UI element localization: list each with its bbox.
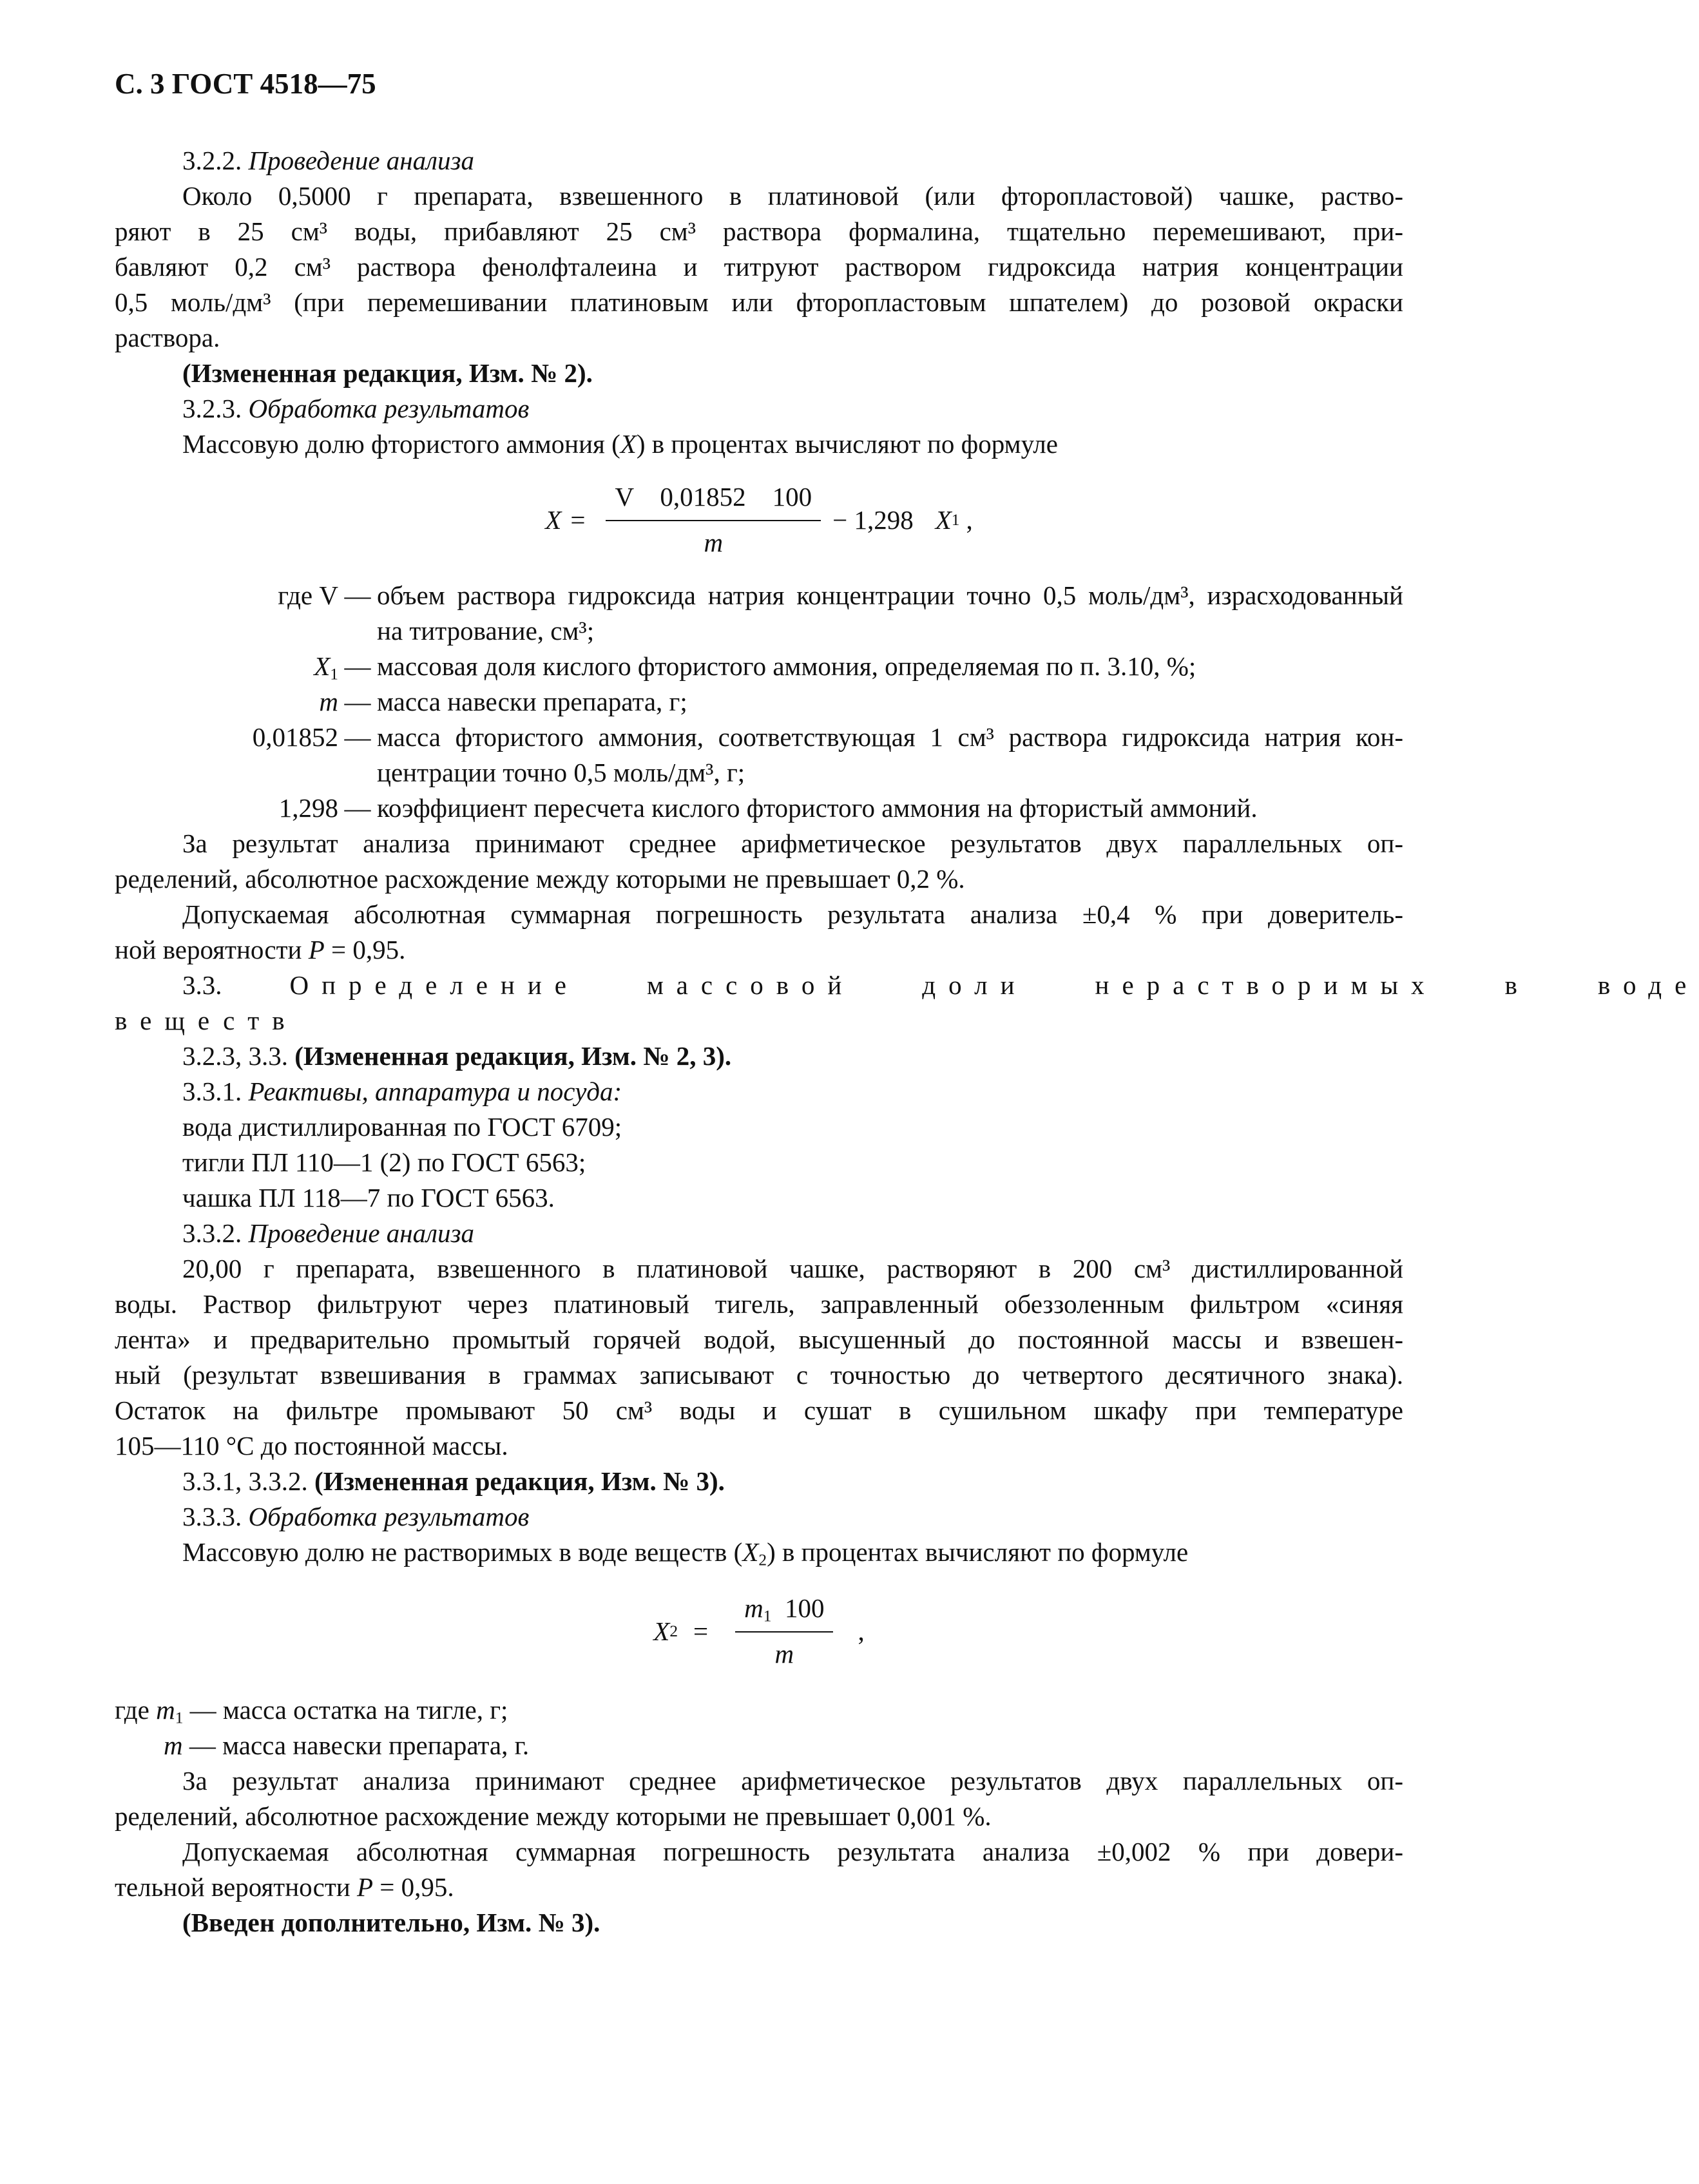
formula-fraction: $\frac{m_1 100}{m}$ [735,1591,833,1672]
paragraph-line: Допускаемая абсолютная суммарная погрешность результата анализа ±0,002 % при довери- [182,1837,1403,1866]
page-header: С. 3 ГОСТ 4518—75 [115,68,376,100]
paragraph-line: бавляют 0,2 см³ раствора фенолфталеина и титруют раствором гидроксида натрия концентрации [115,252,1403,282]
paragraph-line: За результат анализа принимают среднее арифметическое результатов двух параллельных оп- [182,829,1403,858]
section-3-3-2-heading: 3.3.2. Проведение анализа [182,1218,475,1248]
paragraph-line: 0,5 моль/дм³ (при перемешивании платиновым или фторопластовым шпателем) до розовой окраски [115,287,1403,317]
change-note: (Измененная редакция, Изм. № 2). [182,358,593,388]
change-note: 3.2.3, 3.3. (Измененная редакция, Изм. № 2, 3). [182,1041,732,1071]
paragraph-line: ределений, абсолютное расхождение между которыми не превышает 0,2 %. [115,864,965,894]
paragraph-line: Допускаемая абсолютная суммарная погрешность результата анализа ±0,4 % при доверитель- [182,899,1403,929]
paragraph-line: 105—110 °С до постоянной массы. [115,1431,508,1461]
formula-intro: Массовую долю фтористого аммония (X) в процентах вычисляют по формуле [182,429,1058,459]
formula-definitions [115,578,1403,826]
section-3-2-2-heading: 3.2.2. Проведение анализа [182,146,475,175]
change-note: (Введен дополнительно, Изм. № 3). [182,1908,600,1937]
list-item: тигли ПЛ 110—1 (2) по ГОСТ 6563; [182,1147,586,1177]
formula-intro: Массовую долю не растворимых в воде веществ $(X_2)$ в процентах вычисляют по формуле [182,1537,1189,1569]
paragraph-line: Остаток на фильтре промывают 50 см³ воды и сушат в сушильном шкафу при температуре [115,1395,1403,1425]
section-3-3-1-heading: 3.3.1. Реактивы, аппаратура и посуда: [182,1077,622,1106]
definition-item: m — масса навески препарата, г; [319,687,687,716]
paragraph-line: ряют в 25 см³ воды, прибавляют 25 см³ раствора формалина, тщательно перемешивают, при- [115,216,1403,246]
definition-item: 1,298 — коэффициент пересчета кислого фтористого аммония на фтористый аммоний. [278,793,1258,823]
change-note: 3.3.1, 3.3.2. (Измененная редакция, Изм. № 3). [182,1466,725,1496]
paragraph-line: лента» и предварительно промытый горячей водой, высушенный до постоянной массы и взвешен- [115,1325,1403,1354]
formula-x2: X 2 = $\frac{m_1 100}{m}$ , [115,1570,1403,1692]
section-3-3-heading-cont: веществ [115,1006,298,1035]
section-3-2-3-heading: 3.2.3. Обработка результатов [182,394,530,423]
definition-item: где V — объем раствора гидроксида натрия концентрации точно 0,5 моль/дм³, израсходованный на титрование, см³; [278,580,1403,646]
section-3-3-3-heading: 3.3.3. Обработка результатов [182,1502,530,1531]
list-item: чашка ПЛ 118—7 по ГОСТ 6563. [182,1183,555,1212]
definition-item: где $m_1$ — масса остатка на тигле, г; [115,1695,508,1727]
definition-item: m — масса навески препарата, г. [164,1730,530,1760]
formula-x: X = $\frac{V 0,01852 100}{m}$ − 1,298 X 1 , [115,462,1403,578]
paragraph-line: тельной вероятности P = 0,95. [115,1872,454,1902]
paragraph-line: ной вероятности P = 0,95. [115,935,406,964]
definition-item: 0,01852 — масса фтористого аммония, соответствующая 1 см³ раствора гидроксида натрия кон- центрации точно 0,5 моль/дм³, г; [252,722,1403,787]
document-body [115,143,1699,1940]
paragraph-line: За результат анализа принимают среднее арифметическое результатов двух параллельных оп- [182,1766,1403,1796]
paragraph-line: ный (результат взвешивания в граммах записывают с точностью до четвертого десятичного знака). [115,1360,1403,1390]
section-3-3-heading: 3.3. Определение массовой доли нерастворимых в воде [182,970,1699,1000]
paragraph-line: Около 0,5000 г препарата, взвешенного в платиновой (или фторопластовой) чашке, раство- [182,181,1403,211]
paragraph-line: ределений, абсолютное расхождение между которыми не превышает 0,001 %. [115,1801,992,1831]
paragraph-line: воды. Раствор фильтруют через платиновый тигель, заправленный обеззоленным фильтром «синяя [115,1289,1403,1319]
definition-item: $X_1$ — массовая доля кислого фтористого аммония, определяемая по п. 3.10, %; [314,651,1196,684]
paragraph-line: 20,00 г препарата, взвешенного в платиновой чашке, растворяют в 200 см³ дистиллированной [182,1254,1403,1283]
formula-fraction: $\frac{V 0,01852 100}{m}$ [606,479,821,560]
paragraph-line: раствора. [115,323,220,352]
list-item: вода дистиллированная по ГОСТ 6709; [182,1112,622,1142]
